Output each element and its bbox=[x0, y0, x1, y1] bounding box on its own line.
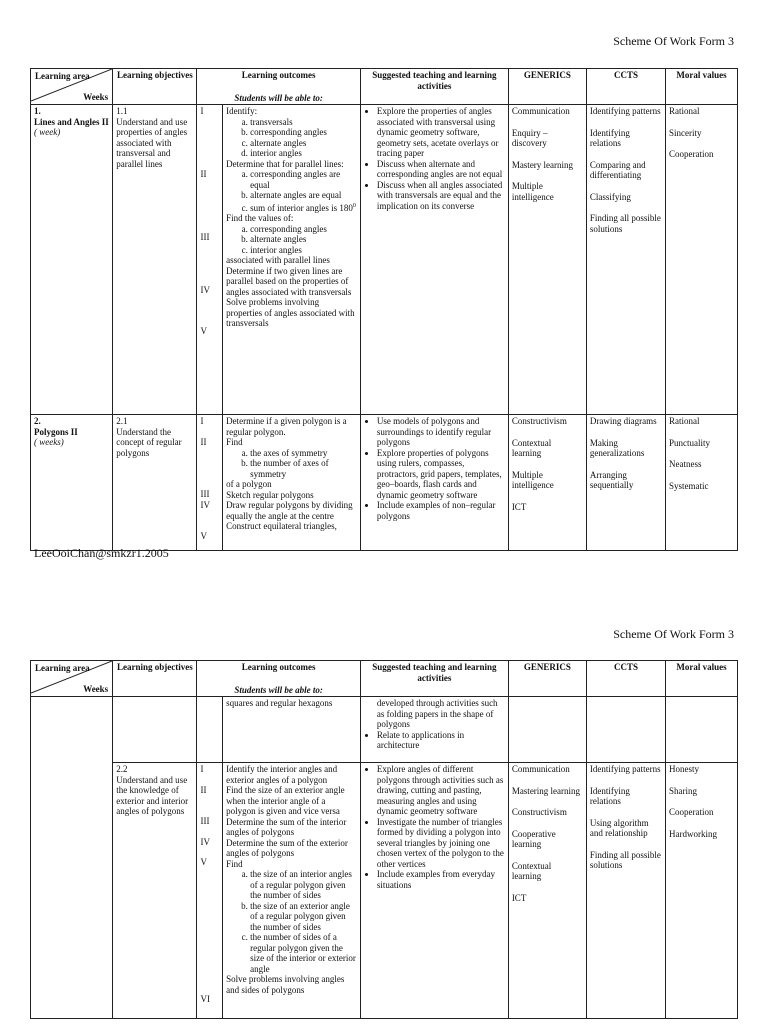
table-header-row bbox=[31, 661, 738, 697]
learning-outcomes-cell bbox=[223, 105, 361, 415]
area-number: 2. bbox=[34, 416, 41, 426]
objective-number: 2.2 bbox=[116, 764, 128, 774]
activities-list bbox=[364, 730, 505, 751]
list-item: Arranging sequentially bbox=[589, 469, 634, 490]
generics-cell bbox=[508, 697, 586, 763]
page-title: Scheme Of Work Form 3 bbox=[613, 627, 734, 641]
learning-objectives-header: Learning objectives bbox=[113, 661, 197, 697]
objective-text: Understand the concept of regular polygons bbox=[116, 426, 182, 458]
list-item: Finding all possible solutions bbox=[589, 849, 661, 870]
list-item: Mastering learning bbox=[511, 785, 581, 796]
outcome-numerals bbox=[197, 415, 223, 551]
outcome-text: Determine the sum of the exterior angles of polygons bbox=[226, 837, 348, 858]
list-item: ICT bbox=[511, 501, 527, 512]
outcome-text: Find the size of an exterior angle when the interior angle of a polygon is given and vice versa bbox=[226, 785, 345, 816]
list-item: • Investigate the number of triangles formed by dividing a polygon into several triangles by joining one chosen vertex of the polygon to the other vertices bbox=[377, 817, 505, 870]
list-item: a. transversals bbox=[250, 117, 357, 128]
list-item: Classifying bbox=[589, 191, 631, 202]
list-item: Comparing and differentiating bbox=[589, 159, 646, 180]
page-title: Scheme Of Work Form 3 bbox=[613, 34, 734, 48]
list-item: • Explore properties of polygons using rulers, compasses, protractors, grid papers, templates, geo–boards, flash cards and dynamic geometry software bbox=[377, 448, 505, 501]
list-item: Communication bbox=[511, 106, 570, 116]
learning-objectives-header: Learning objectives bbox=[113, 69, 197, 105]
learning-area-cell bbox=[31, 697, 113, 1019]
suggested-activities-header: Suggested teaching and learning activities bbox=[360, 661, 508, 697]
numeral: II bbox=[200, 784, 207, 795]
list-item: b. alternate angles bbox=[250, 234, 357, 245]
list-item: Mastery learning bbox=[511, 159, 574, 170]
learning-outcomes-cell bbox=[223, 415, 361, 551]
generics-header: GENERICS bbox=[508, 661, 586, 697]
learning-objective-cell bbox=[113, 105, 197, 415]
activities-cell bbox=[360, 415, 508, 551]
numeral: IV bbox=[200, 284, 210, 295]
area-name: Lines and Angles II bbox=[34, 116, 109, 127]
generics-cell bbox=[508, 763, 586, 1019]
ccts-cell bbox=[586, 763, 665, 1019]
outcome-text: Determine the sum of the interior angles of polygons bbox=[226, 816, 347, 837]
list-item: • Relate to applications in architecture bbox=[377, 730, 505, 751]
list-item: c. interior angles bbox=[250, 245, 357, 256]
ccts-cell bbox=[586, 415, 665, 551]
list-item: Identifying relations bbox=[589, 785, 630, 806]
outcome-sublist bbox=[226, 169, 357, 213]
list-item: Sincerity bbox=[669, 127, 702, 138]
outcome-text: Determine if two given lines are parallel based on the properties of angles associated with transversals bbox=[226, 265, 352, 297]
objective-text: Understand and use the knowledge of exterior and interior angles of polygons bbox=[116, 774, 189, 816]
activity-continued: developed through activities such as folding papers in the shape of polygons bbox=[376, 698, 498, 729]
area-number: 1. bbox=[34, 106, 41, 116]
list-item: c. alternate angles bbox=[250, 138, 357, 149]
list-item: Identifying patterns bbox=[589, 106, 661, 116]
list-item: Cooperation bbox=[669, 807, 714, 817]
numeral: V bbox=[200, 326, 207, 336]
list-item: Identifying relations bbox=[589, 127, 630, 148]
outcome-text: Determine that for parallel lines: bbox=[226, 158, 344, 169]
table-header-row bbox=[31, 69, 738, 105]
list-item: • Discuss when alternate and corresponding angles are not equal bbox=[377, 159, 505, 180]
objective-text: Understand and use properties of angles associated with transversal and parallel lines bbox=[116, 116, 188, 169]
learning-outcomes-header bbox=[197, 69, 360, 105]
learning-area-cell bbox=[31, 415, 113, 551]
list-item: • Discuss when all angles associated with transversals are equal and the implication on its converse bbox=[377, 180, 505, 212]
objective-number: 1.1 bbox=[116, 106, 128, 116]
activities-list bbox=[364, 416, 505, 521]
generics-header: GENERICS bbox=[508, 69, 586, 105]
generics-cell bbox=[508, 415, 586, 551]
learning-outcomes-header bbox=[197, 661, 360, 697]
learning-outcomes-cell bbox=[223, 763, 361, 1019]
numeral: V bbox=[200, 531, 207, 541]
list-item: b. the size of an exterior angle of a regular polygon given the number of sides bbox=[250, 901, 357, 933]
outcome-text: of a polygon bbox=[226, 479, 272, 489]
scheme-table-page-1 bbox=[30, 68, 738, 551]
outcome-text: Identify the interior angles and exterior angles of a polygon bbox=[226, 764, 338, 785]
list-item: a. the axes of symmetry bbox=[250, 448, 357, 459]
list-item: Identifying patterns bbox=[589, 764, 661, 774]
outcome-text: associated with parallel lines bbox=[226, 255, 330, 265]
list-item: Contextual learning bbox=[511, 437, 552, 458]
list-item: Cooperation bbox=[669, 149, 714, 159]
author-footer: LeeOoiChan@smkzr1.2005 bbox=[34, 546, 169, 560]
learning-objective-cell bbox=[113, 763, 197, 1019]
outcome-text: Find bbox=[226, 858, 243, 869]
outcome-text: Construct equilateral triangles, bbox=[226, 521, 337, 531]
area-name: Polygons II bbox=[34, 426, 78, 437]
objective-number: 2.1 bbox=[116, 416, 128, 426]
list-item: • Explore angles of different polygons through activities such as drawing, cutting and pasting, measuring angles and using dynamic geometry software bbox=[377, 764, 505, 817]
moral-values-header: Moral values bbox=[666, 661, 738, 697]
list-item bbox=[250, 201, 357, 214]
list-item: Multiple intelligence bbox=[511, 469, 554, 490]
ccts-cell bbox=[586, 105, 665, 415]
outcome-numerals bbox=[197, 697, 223, 763]
list-item: Drawing diagrams bbox=[589, 416, 657, 426]
numeral: IV bbox=[200, 499, 210, 510]
ccts-cell bbox=[586, 697, 665, 763]
list-item: ICT bbox=[511, 892, 527, 903]
list-item: Punctuality bbox=[669, 437, 711, 448]
activities-cell bbox=[360, 697, 508, 763]
list-item: Enquiry – discovery bbox=[511, 127, 548, 148]
list-item: • Include examples from everyday situations bbox=[377, 869, 505, 890]
learning-area-label: Learning area bbox=[35, 663, 90, 673]
learning-objective-cell bbox=[113, 697, 197, 763]
numeral: II bbox=[200, 436, 207, 447]
outcome-sublist bbox=[226, 869, 357, 974]
list-item: Hardworking bbox=[669, 828, 718, 839]
moral-values-cell bbox=[666, 697, 738, 763]
outcome-text: Determine if a given polygon is a regular polygon. bbox=[226, 416, 347, 437]
list-item: Making generalizations bbox=[589, 437, 645, 458]
weeks-label: Weeks bbox=[83, 683, 109, 694]
outcome-numerals bbox=[197, 105, 223, 415]
list-item: d. interior angles bbox=[250, 148, 357, 159]
outcome-sublist bbox=[226, 224, 357, 256]
numeral: VI bbox=[200, 993, 210, 1004]
outcome-text: Sketch regular polygons bbox=[226, 489, 314, 500]
learning-area-weeks-header bbox=[31, 69, 113, 105]
learning-area-weeks-header bbox=[31, 661, 113, 697]
outcome-text: Solve problems involving angles and sides of polygons bbox=[226, 974, 345, 995]
table-row bbox=[31, 105, 738, 415]
ccts-header: CCTS bbox=[586, 69, 665, 105]
weeks-label: Weeks bbox=[83, 91, 109, 102]
list-item: b. the number of axes of symmetry bbox=[250, 458, 357, 479]
ccts-header: CCTS bbox=[586, 661, 665, 697]
list-item: b. alternate angles are equal bbox=[250, 190, 357, 201]
activities-cell bbox=[360, 105, 508, 415]
numeral: III bbox=[200, 232, 210, 242]
numeral: V bbox=[200, 857, 207, 867]
list-item: Rational bbox=[669, 106, 700, 116]
scheme-table-page-2 bbox=[30, 660, 738, 1019]
list-item: Communication bbox=[511, 764, 570, 774]
outcome-text: Draw regular polygons by dividing equally the angle at the centre bbox=[226, 500, 353, 521]
students-able-label: Students will be able to: bbox=[234, 684, 323, 695]
numeral: II bbox=[200, 168, 207, 179]
list-item: • Include examples of non–regular polygons bbox=[377, 500, 505, 521]
area-weeks: ( weeks) bbox=[34, 437, 64, 447]
learning-area-cell bbox=[31, 105, 113, 415]
list-item-text: sum of interior angles is 180 bbox=[250, 202, 353, 213]
outcome-sublist bbox=[226, 448, 357, 480]
list-item: Contextual learning bbox=[511, 860, 552, 881]
numeral: III bbox=[200, 489, 210, 499]
moral-values-header: Moral values bbox=[666, 69, 738, 105]
outcome-sublist bbox=[226, 117, 357, 159]
numeral: I bbox=[200, 764, 204, 774]
list-item: Sharing bbox=[669, 785, 698, 796]
moral-values-cell bbox=[666, 105, 738, 415]
learning-objective-cell bbox=[113, 415, 197, 551]
outcome-text: Find bbox=[226, 437, 243, 447]
list-item: Constructivism bbox=[511, 807, 567, 817]
list-item: Rational bbox=[669, 416, 700, 426]
students-able-label: Students will be able to: bbox=[234, 92, 323, 103]
list-item: Honesty bbox=[669, 764, 700, 774]
learning-outcomes-label: Learning outcomes bbox=[241, 662, 316, 672]
table-row bbox=[31, 697, 738, 763]
outcome-text: squares and regular hexagons bbox=[226, 698, 333, 708]
moral-values-cell bbox=[666, 763, 738, 1019]
list-item: • Explore the properties of angles associated with transversal using dynamic geometry software, geometry sets, acetate overlays or tracing paper bbox=[377, 106, 505, 159]
numeral: IV bbox=[200, 836, 210, 847]
list-item: a. corresponding angles bbox=[250, 224, 357, 235]
learning-outcomes-cell bbox=[223, 697, 361, 763]
list-item: Cooperative learning bbox=[511, 828, 556, 849]
list-item: b. corresponding angles bbox=[250, 127, 357, 138]
list-item: Neatness bbox=[669, 459, 702, 469]
activities-list bbox=[364, 106, 505, 211]
area-weeks: ( week) bbox=[34, 127, 61, 137]
outcome-text: Find the values of: bbox=[226, 213, 294, 223]
learning-outcomes-label: Learning outcomes bbox=[241, 70, 316, 80]
list-item: • Use models of polygons and surroundings to identify regular polygons bbox=[377, 416, 505, 448]
outcome-text: Identify: bbox=[226, 106, 258, 116]
table-row bbox=[31, 763, 738, 1019]
moral-values-cell bbox=[666, 415, 738, 551]
numeral: III bbox=[200, 816, 210, 826]
list-item: Multiple intelligence bbox=[511, 181, 554, 202]
activities-list bbox=[364, 764, 505, 890]
table-row bbox=[31, 415, 738, 551]
degree-superscript: 0 bbox=[352, 202, 356, 209]
list-item: Constructivism bbox=[511, 416, 567, 426]
list-item: Systematic bbox=[669, 480, 709, 491]
list-item: Using algorithm and relationship bbox=[589, 817, 649, 838]
list-item: a. the size of an interior angles of a regular polygon given the number of sides bbox=[250, 869, 357, 901]
generics-cell bbox=[508, 105, 586, 415]
learning-area-label: Learning area bbox=[35, 71, 90, 81]
suggested-activities-header: Suggested teaching and learning activities bbox=[360, 69, 508, 105]
numeral: I bbox=[200, 106, 204, 116]
outcome-numerals bbox=[197, 763, 223, 1019]
numeral: I bbox=[200, 416, 204, 426]
list-item: Finding all possible solutions bbox=[589, 213, 661, 234]
activities-cell bbox=[360, 763, 508, 1019]
outcome-text: Solve problems involving properties of angles associated with transversals bbox=[226, 297, 355, 328]
list-item: c. the number of sides of a regular polygon given the size of the interior or exterior angle bbox=[250, 932, 357, 974]
list-item: a. corresponding angles are equal bbox=[250, 169, 357, 190]
